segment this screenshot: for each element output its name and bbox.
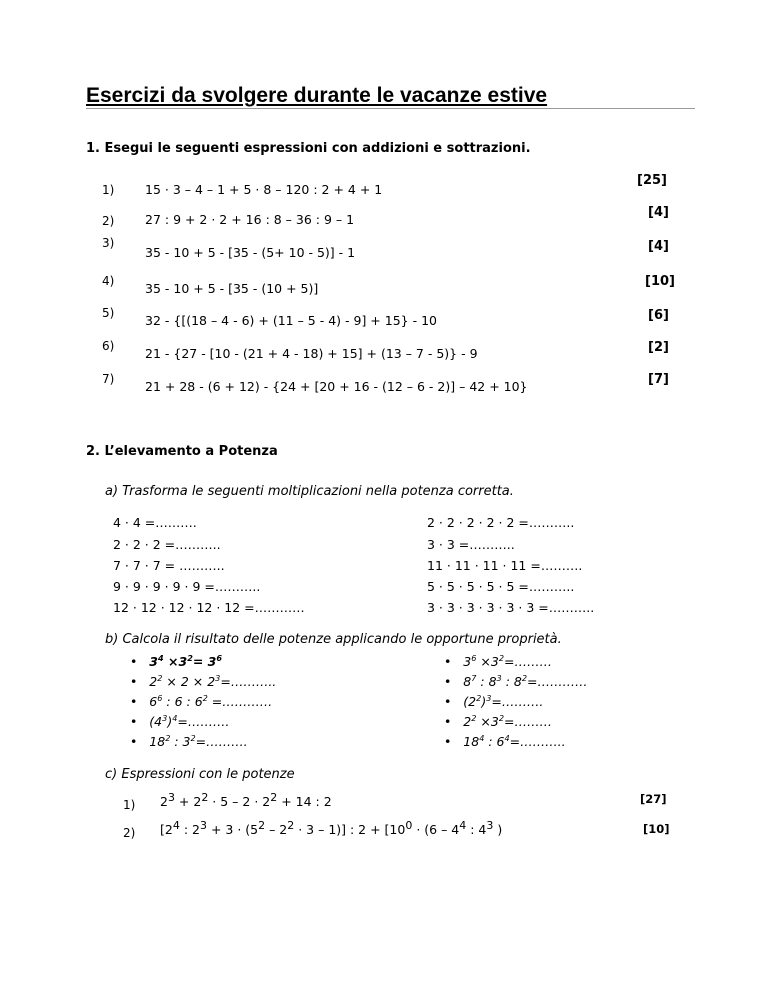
- power-exponent: 3: [486, 692, 492, 703]
- power-exponent: 2: [498, 652, 504, 663]
- power-text: 3: [149, 654, 158, 669]
- power-item: [444, 714, 552, 729]
- section-2-heading: 2. L’elevamento a Potenza: [86, 444, 278, 459]
- power-exponent: 2: [165, 732, 171, 743]
- power-text: = 3: [192, 654, 217, 669]
- power-text: 2: [463, 714, 472, 729]
- power-exponent: 0: [405, 818, 413, 832]
- exercise-answer: [10]: [643, 822, 670, 836]
- page-title: Esercizi da svolgere durante le vacanze estive: [86, 84, 548, 107]
- multiplication-item: 2 · 2 · 2 =………..: [113, 537, 221, 552]
- power-text: =………: [504, 714, 552, 729]
- power-exponent: 6: [216, 652, 223, 663]
- bullet-icon: •: [130, 734, 150, 749]
- power-text: =……….: [491, 694, 544, 709]
- power-exponent: 3: [486, 818, 494, 832]
- bullet-icon: •: [130, 674, 150, 689]
- power-exponent: 3: [215, 672, 221, 683]
- exercise-answer: [25]: [637, 173, 667, 188]
- exercise-expression: 15 · 3 – 4 – 1 + 5 · 8 – 120 : 2 + 4 + 1: [145, 182, 383, 197]
- power-item: [130, 734, 248, 749]
- exercise-answer: [10]: [645, 274, 675, 289]
- power-text: + 3 · (5: [206, 822, 259, 837]
- power-text: (2: [463, 694, 477, 709]
- exercise-number: 4): [102, 274, 115, 288]
- power-item: [130, 694, 272, 709]
- power-exponent: 6: [157, 692, 163, 703]
- part-a-label: a) Trasforma le seguenti moltiplicazioni nella potenza corretta.: [105, 484, 514, 499]
- multiplication-item: 5 · 5 · 5 · 5 · 5 =………..: [427, 579, 575, 594]
- power-text: 2: [149, 674, 158, 689]
- power-exponent: 3: [496, 672, 502, 683]
- power-text: 8: [463, 674, 472, 689]
- power-exponent: 4: [479, 732, 485, 743]
- power-text: ×3: [476, 714, 499, 729]
- exercise-number: 7): [102, 372, 115, 386]
- power-text: 18: [463, 734, 480, 749]
- exercise-expression: 32 - {[(18 – 4 - 6) + (11 – 5 - 4) - 9] + 15} - 10: [145, 313, 437, 328]
- power-exponent: 4: [504, 732, 510, 743]
- exercise-expression: [160, 818, 503, 837]
- power-item: [130, 714, 229, 729]
- exercise-number: 2): [123, 826, 136, 840]
- power-item: [444, 694, 543, 709]
- bullet-icon: •: [130, 714, 150, 729]
- exercise-answer: [7]: [648, 372, 669, 387]
- exercise-expression: 21 - {27 - [10 - (21 + 4 - 18) + 15] + (13 – 7 - 5)} - 9: [145, 346, 478, 361]
- power-text: : 6: [484, 734, 505, 749]
- power-exponent: 2: [258, 818, 266, 832]
- power-exponent: 6: [471, 652, 477, 663]
- bullet-icon: •: [444, 694, 464, 709]
- power-text: 2: [160, 794, 168, 809]
- exercise-answer: [27]: [640, 792, 667, 806]
- part-b-label: b) Calcola il risultato delle potenze applicando le opportune proprietà.: [105, 632, 562, 647]
- bullet-icon: •: [444, 654, 464, 669]
- title-underline-rule: [86, 108, 695, 109]
- multiplication-item: 2 · 2 · 2 · 2 · 2 =………..: [427, 515, 575, 530]
- power-item: [444, 654, 552, 669]
- power-text: : 4: [466, 822, 487, 837]
- power-text: =……….: [177, 714, 230, 729]
- section-1-heading: 1. Esegui le seguenti espressioni con addizioni e sottrazioni.: [86, 141, 531, 156]
- power-text: =………..: [220, 674, 277, 689]
- exercise-number: 1): [123, 798, 136, 812]
- power-exponent: 2: [498, 712, 504, 723]
- power-exponent: 2: [270, 790, 278, 804]
- multiplication-item: 12 · 12 · 12 · 12 · 12 =…………: [113, 600, 305, 615]
- power-text: ×3: [163, 654, 188, 669]
- power-exponent: 2: [190, 732, 196, 743]
- exercise-expression: 21 + 28 - (6 + 12) - {24 + [20 + 16 - (12 – 6 - 2)] – 42 + 10}: [145, 379, 528, 394]
- power-text: · (6 – 4: [412, 822, 460, 837]
- power-text: – 2: [265, 822, 288, 837]
- power-text: + 14 : 2: [277, 794, 332, 809]
- exercise-answer: [6]: [648, 308, 669, 323]
- power-text: 3: [463, 654, 472, 669]
- power-exponent: 2: [521, 672, 528, 683]
- power-text: =……….: [195, 734, 248, 749]
- power-text: : 3: [170, 734, 191, 749]
- exercise-number: 2): [102, 214, 115, 228]
- exercise-answer: [2]: [648, 340, 669, 355]
- power-exponent: 3: [199, 818, 207, 832]
- power-text: (4: [149, 714, 163, 729]
- power-exponent: 2: [201, 790, 209, 804]
- power-exponent: 2: [187, 652, 193, 663]
- power-text: × 2 × 2: [162, 674, 216, 689]
- power-exponent: 4: [459, 818, 467, 832]
- part-c-label: c) Espressioni con le potenze: [105, 767, 295, 782]
- power-text: =…………: [207, 694, 273, 709]
- power-text: ): [493, 822, 503, 837]
- multiplication-item: 7 · 7 · 7 = ………..: [113, 558, 225, 573]
- power-exponent: 2: [287, 818, 295, 832]
- multiplication-item: 9 · 9 · 9 · 9 · 9 =………..: [113, 579, 261, 594]
- power-exponent: 2: [157, 672, 163, 683]
- bullet-icon: •: [130, 694, 150, 709]
- power-text: : 2: [179, 822, 200, 837]
- power-exponent: 7: [471, 672, 477, 683]
- exercise-number: 6): [102, 339, 115, 353]
- power-exponent: 4: [172, 818, 180, 832]
- power-exponent: 4: [158, 652, 164, 663]
- power-text: : 8: [501, 674, 522, 689]
- power-item: [130, 674, 276, 689]
- bullet-icon: •: [444, 714, 464, 729]
- exercise-expression: 35 - 10 + 5 - [35 - (5+ 10 - 5)] - 1: [145, 245, 356, 260]
- exercise-answer: [4]: [648, 205, 669, 220]
- exercise-expression: 35 - 10 + 5 - [35 - (10 + 5)]: [145, 281, 319, 296]
- power-text: 18: [149, 734, 166, 749]
- power-text: 6: [149, 694, 158, 709]
- multiplication-item: 4 · 4 =……….: [113, 515, 197, 530]
- power-exponent: 2: [202, 692, 208, 703]
- power-text: =………: [504, 654, 552, 669]
- power-exponent: 4: [172, 712, 178, 723]
- exercise-number: 5): [102, 306, 115, 320]
- power-text: ): [481, 694, 487, 709]
- bullet-icon: •: [130, 654, 150, 669]
- power-text: · 5 – 2 · 2: [208, 794, 271, 809]
- bullet-icon: •: [444, 674, 464, 689]
- power-text: · 3 – 1)] : 2 + [10: [294, 822, 406, 837]
- power-item: [444, 734, 566, 749]
- power-text: =………..: [509, 734, 566, 749]
- power-text: [2: [160, 822, 173, 837]
- power-text: =…………: [527, 674, 588, 689]
- power-item: [444, 674, 588, 689]
- power-text: + 2: [174, 794, 202, 809]
- exercise-expression: [160, 790, 332, 809]
- multiplication-item: 11 · 11 · 11 · 11 =……….: [427, 558, 583, 573]
- power-item: [130, 654, 222, 669]
- power-exponent: 3: [167, 790, 175, 804]
- multiplication-item: 3 · 3 · 3 · 3 · 3 · 3 =………..: [427, 600, 595, 615]
- power-text: : 6 : 6: [162, 694, 203, 709]
- power-text: ): [167, 714, 173, 729]
- power-exponent: 2: [471, 712, 477, 723]
- exercise-number: 1): [102, 183, 115, 197]
- power-exponent: 3: [162, 712, 168, 723]
- exercise-expression: 27 : 9 + 2 · 2 + 16 : 8 – 36 : 9 – 1: [145, 212, 355, 227]
- exercise-answer: [4]: [648, 239, 669, 254]
- exercise-number: 3): [102, 236, 115, 250]
- multiplication-item: 3 · 3 =………..: [427, 537, 515, 552]
- power-text: ×3: [476, 654, 499, 669]
- power-text: : 8: [476, 674, 497, 689]
- power-exponent: 2: [476, 692, 482, 703]
- bullet-icon: •: [444, 734, 464, 749]
